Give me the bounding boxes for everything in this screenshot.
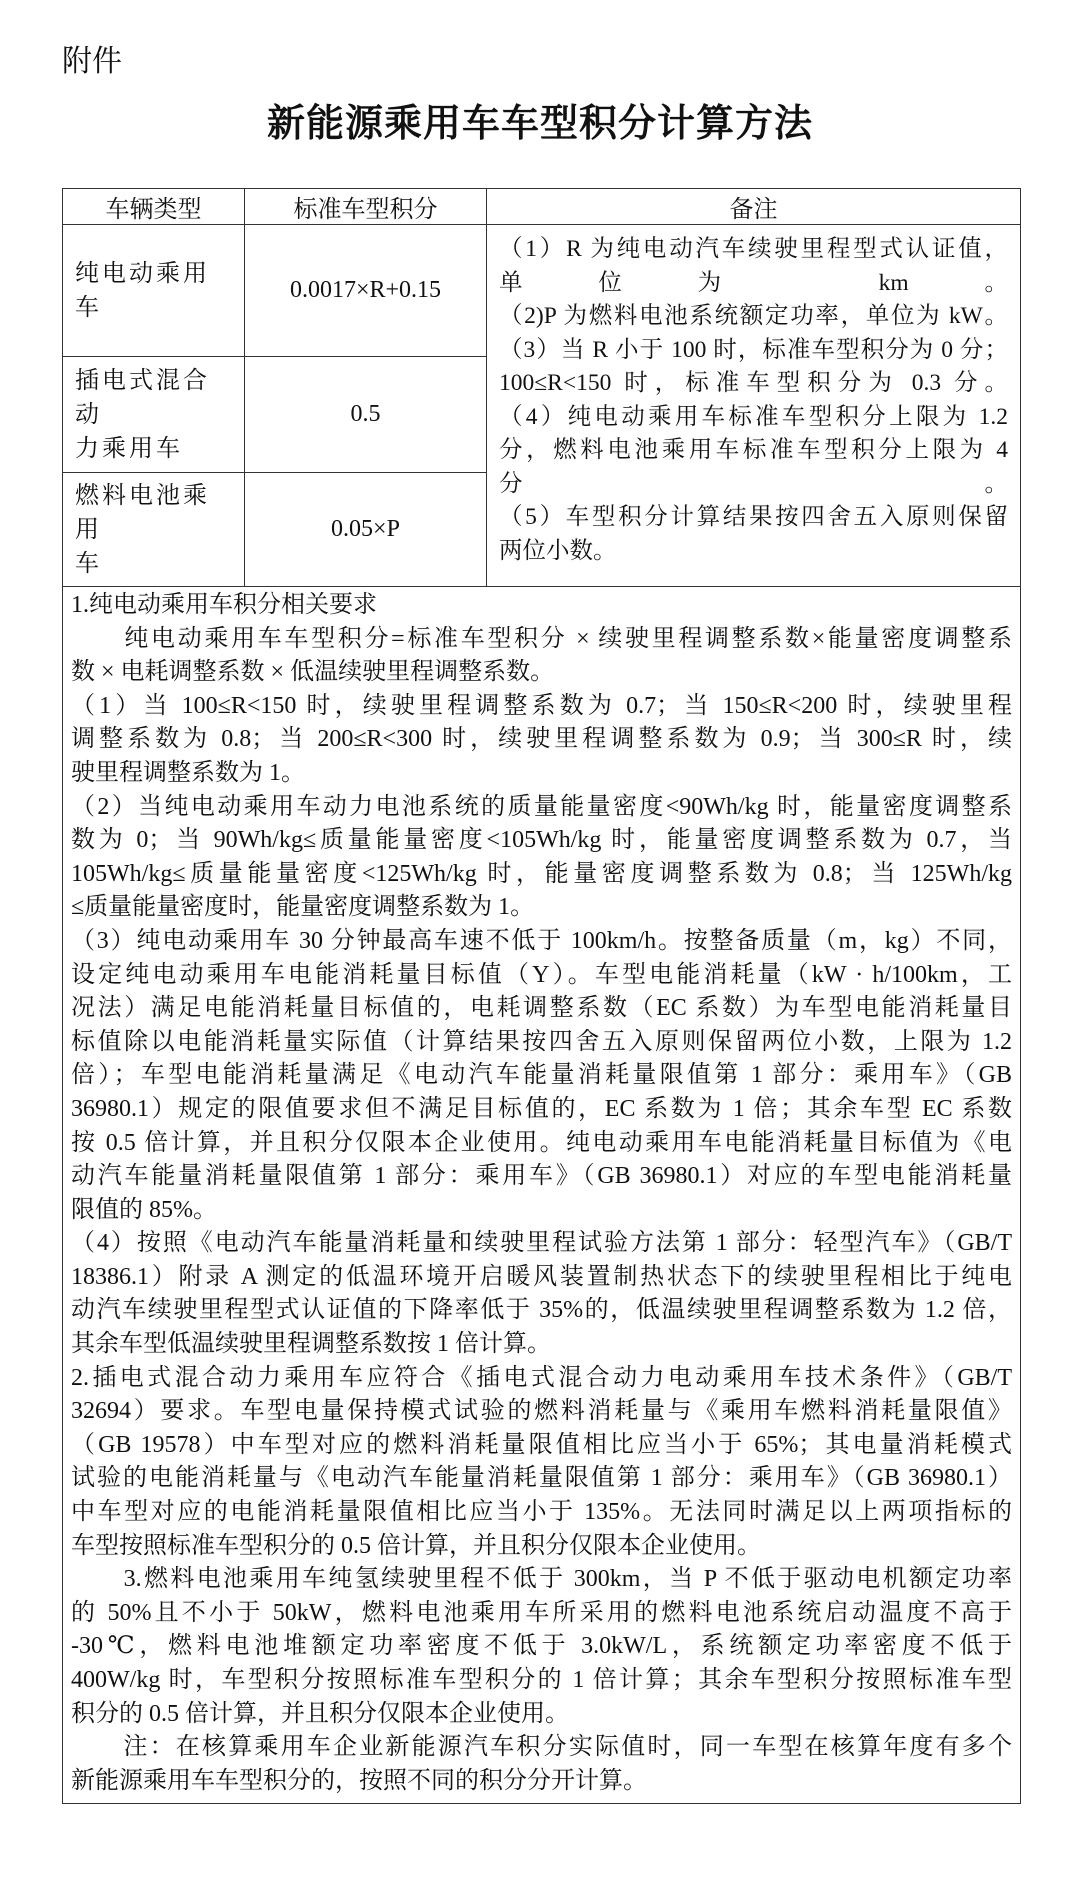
- text-line: 两位小数。: [499, 537, 617, 564]
- paragraph: [71, 791, 1012, 925]
- text-line: （4）按照《电动汽车能量消耗量和续驶里程试验方法第 1 部分：轻型汽车》（GB/T: [71, 1230, 1012, 1257]
- text-line: 况法）满足电能消耗量目标值的，电耗调整系数（EC 系数）为车型电能消耗量目: [71, 995, 1012, 1022]
- text-line: 分，燃料电池乘用车标准车型积分上限为 4: [499, 437, 1008, 463]
- text-line: 36980.1）规定的限值要求但不满足目标值的，EC 系数为 1 倍；其余车型 EC 系数: [71, 1095, 1012, 1122]
- paragraph: [71, 1731, 1012, 1798]
- text-line: 按 0.5 倍计算，并且积分仅限本企业使用。纯电动乘用车电能消耗量目标值为《电: [71, 1129, 1012, 1156]
- row-type-fcv: [63, 473, 245, 587]
- header-notes: 备注: [487, 189, 1020, 225]
- row-type-bev: [63, 225, 245, 357]
- text-line: 数为 0；当 90Wh/kg≤质量能量密度<105Wh/kg 时，能量密度调整系数为 0.7，当: [71, 827, 1012, 854]
- text-line: 的 50%且不小于 50kW，燃料电池乘用车所采用的燃料电池系统启动温度不高于: [71, 1599, 1012, 1626]
- paragraph: [71, 589, 1012, 623]
- requirements-cell: [63, 587, 1020, 1798]
- vehicle-type-line: 力乘用车: [75, 435, 183, 462]
- text-line: （1）R 为纯电动汽车续驶里程型式认证值，: [499, 236, 1008, 262]
- text-line: 18386.1）附录 A 测定的低温环境开启暖风装置制热状态下的续驶里程相比于纯电: [71, 1263, 1012, 1290]
- text-line: 设定纯电动乘用车电能消耗量目标值（Y）。车型电能消耗量（kW · h/100km，工: [71, 961, 1012, 988]
- header-vehicle-type: 车辆类型: [63, 189, 245, 225]
- text-line: 调整系数为 0.8；当 200≤R<300 时，续驶里程调整系数为 0.9；当 300≤R 时，续: [71, 726, 1012, 753]
- paragraph: [71, 623, 1012, 690]
- text-line: 纯电动乘用车车型积分=标准车型积分 × 续驶里程调整系数×能量密度调整系: [71, 625, 1012, 652]
- paragraph: [71, 690, 1012, 791]
- text-line: -30℃，燃料电池堆额定功率密度不低于 3.0kW/L，系统额定功率密度不低于: [71, 1633, 1012, 1660]
- text-line: 积分的 0.5 倍计算，并且积分仅限本企业使用。: [71, 1700, 569, 1727]
- row-score-phev: 0.5: [245, 357, 487, 473]
- text-line: 试验的电能消耗量与《电动汽车能量消耗量限值第 1 部分：乘用车》（GB 36980.1）: [71, 1465, 1012, 1492]
- text-line: 倍）；车型电能消耗量满足《电动汽车能量消耗量限值第 1 部分：乘用车》（GB: [71, 1062, 1012, 1089]
- paragraph: [71, 1563, 1012, 1731]
- text-line: 分。: [499, 470, 1008, 497]
- text-line: 标值除以电能消耗量实际值（计算结果按四舍五入原则保留两位小数，上限为 1.2: [71, 1028, 1012, 1055]
- text-line: （5）车型积分计算结果按四舍五入原则保留: [499, 504, 1008, 530]
- text-line: ≤质量能量密度时，能量密度调整系数为 1。: [71, 894, 535, 921]
- text-line: （1）当 100≤R<150 时，续驶里程调整系数为 0.7；当 150≤R<200 时，续驶里程: [71, 692, 1012, 719]
- text-line: （4）纯电动乘用车标准车型积分上限为 1.2: [499, 403, 1008, 430]
- text-line: 400W/kg 时，车型积分按照标准车型积分的 1 倍计算；其余车型积分按照标准车型: [71, 1667, 1012, 1693]
- text-line: 2.插电式混合动力乘用车应符合《插电式混合动力电动乘用车技术条件》（GB/T: [71, 1364, 1012, 1391]
- text-line: （3）当 R 小于 100 时，标准车型积分为 0 分；: [499, 336, 1008, 363]
- text-line: 注：在核算乘用车企业新能源汽车积分实际值时，同一车型在核算年度有多个: [71, 1734, 1012, 1761]
- text-line: 100≤R<150 时，标准车型积分为 0.3 分。: [499, 370, 1008, 396]
- paragraph: [71, 925, 1012, 1227]
- row-score-fcv: 0.05×P: [245, 473, 487, 587]
- notes-cell: [487, 225, 1020, 587]
- vehicle-type-line: 纯电动乘用车: [75, 260, 210, 321]
- attachment-label: 附件: [62, 44, 122, 79]
- vehicle-type-line: 燃料电池乘用: [75, 482, 210, 543]
- text-line: 单位为 km。: [499, 269, 1008, 296]
- header-standard-score: 标准车型积分: [245, 189, 487, 225]
- text-line: 1.纯电动乘用车积分相关要求: [71, 592, 377, 618]
- text-line: 限值的 85%。: [71, 1196, 217, 1223]
- text-line: （2)P 为燃料电池系统额定功率，单位为 kW。: [499, 303, 1008, 329]
- text-line: 车型按照标准车型积分的 0.5 倍计算，并且积分仅限本企业使用。: [71, 1532, 761, 1559]
- vehicle-type-line: 插电式混合动: [75, 367, 210, 428]
- text-line: 中车型对应的电能消耗量限值相比应当小于 135%。无法同时满足以上两项指标的: [71, 1499, 1012, 1526]
- text-line: 动汽车能量消耗量限值第 1 部分：乘用车》（GB 36980.1）对应的车型电能消耗量: [71, 1163, 1012, 1190]
- text-line: 105Wh/kg≤质量能量密度<125Wh/kg 时，能量密度调整系数为 0.8；当 125Wh/kg: [71, 860, 1012, 887]
- text-line: 其余车型低温续驶里程调整系数按 1 倍计算。: [71, 1331, 551, 1358]
- text-line: 动汽车续驶里程型式认证值的下降率低于 35%的，低温续驶里程调整系数为 1.2 倍，: [71, 1297, 1012, 1324]
- credit-table: [62, 188, 1021, 1804]
- text-line: （GB 19578）中车型对应的燃料消耗量限值相比应当小于 65%；其电量消耗模式: [71, 1431, 1012, 1458]
- page-title: 新能源乘用车车型积分计算方法: [266, 103, 813, 145]
- paragraph: [71, 1227, 1012, 1361]
- paragraph: [71, 1362, 1012, 1564]
- text-line: 驶里程调整系数为 1。: [71, 759, 305, 786]
- row-type-phev: [63, 357, 245, 473]
- text-line: 3.燃料电池乘用车纯氢续驶里程不低于 300km，当 P 不低于驱动电机额定功率: [71, 1566, 1012, 1593]
- text-line: 数 × 电耗调整系数 × 低温续驶里程调整系数。: [71, 659, 555, 686]
- text-line: （2）当纯电动乘用车动力电池系统的质量能量密度<90Wh/kg 时，能量密度调整系: [71, 793, 1012, 820]
- vehicle-type-line: 车: [75, 550, 102, 577]
- text-line: 新能源乘用车车型积分的，按照不同的积分分开计算。: [71, 1767, 647, 1794]
- text-line: （3）纯电动乘用车 30 分钟最高车速不低于 100km/h。按整备质量（m，kg）不同，: [71, 927, 1012, 954]
- text-line: 32694）要求。车型电量保持模式试验的燃料消耗量与《乘用车燃料消耗量限值》: [71, 1398, 1012, 1425]
- row-score-bev: 0.0017×R+0.15: [245, 225, 487, 357]
